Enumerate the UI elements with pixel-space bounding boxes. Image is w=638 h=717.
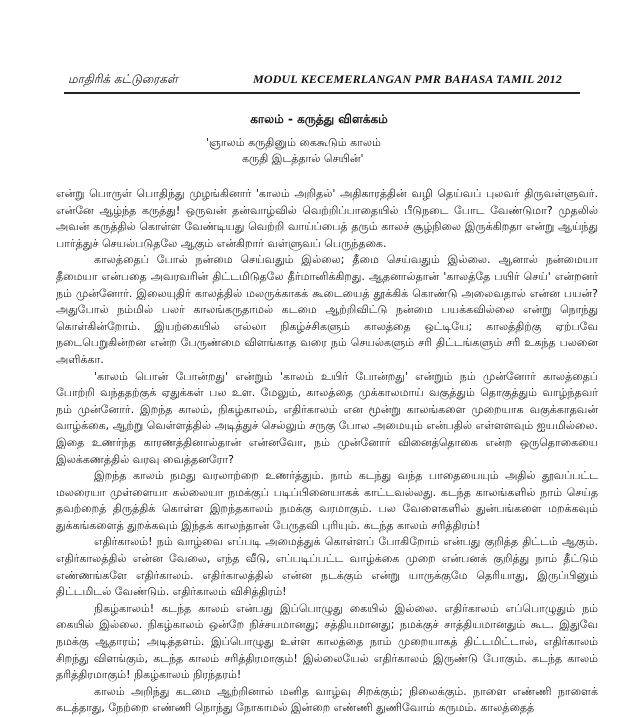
paragraph: எதிர்காலம்! நம் வாழ்வை எப்படி அமைத்துக் கொள்ளப் போகிறோம் என்பது குறித்த திட்டம் ஆகும். எதிர்காலத்தில் என்ன வேலை, எந்த வீடு, எப்படிப்பட்ட வாழ்க்கை முறை என்பனக் குறித்து நாம் தீட்டும் எண்ணங்களே எதிர்காலம். எதிர்காலத்தில் என்ன நடக்கும் என்று யாருக்குமே தெரியாது, இருப்பினும் திட்டமிடல் வேண்டும். எதிர்காலம் விசித்திரம்!	[56, 535, 598, 599]
header-right-title: MODUL KECEMERLANGAN PMR BAHASA TAMIL 2012	[252, 72, 562, 86]
paragraph: காலம் அறிந்து கடமை ஆற்றினால் மனித வாழ்வு சிறக்கும்; நிலைக்கும். நாளை எண்ணி நாளைக் கடத்தாது, நேற்றை எண்ணி நொந்து நோகாமல் இன்றை எண்ணி துணிவோம் கருமம். காலத்தைத்	[56, 684, 598, 715]
verse-line-1: 'ஞாலம் கருதினும் கைகூடும் காலம்	[206, 136, 381, 149]
paragraph: 'காலம் பொன் போன்றது' என்றும் 'காலம் உயிர் போன்றது' என்றும் நம் முன்னோர் காலத்தைப் போற்றி வந்ததற்குக் ஏதுக்கள் பல உள. மேலும், காலத்தை முக்காலமாய் வகுத்தும் தொகுத்தும் வாழ்ந்தவர் நம் முன்னோர். இறந்த காலம், நிகழ்காலம், எதிர்காலம் என மூன்று காலங்களை முறையாக வகுக்காதவன் வாழ்க்கை, ஆற்று வெள்ளத்தில் அடித்துச் செல்லும் சருகு போல அமையும் என்பதில் எள்ளளவும் ஐயமில்லை. இதை உணர்ந்த காரணத்தினால்தான் என்னவோ, நம் முன்னோர் வினைத்தொகை என்ற ஒருதொகையை இலக்கணத்தில் வரவு வைத்தனரோ?	[56, 369, 598, 466]
essay-title: காலம் - கருத்து விளக்கம்	[250, 112, 388, 126]
header-left-title: மாதிரிக் கட்டுரைகள்	[68, 72, 178, 86]
paragraph: காலத்தைப் போல் நன்மை செய்வதும் இல்லை; தீமை செய்வதும் இல்லை. ஆனால் நன்மையா தீமையா என்பதை அவரவரின் திட்டமிடுதலே தீர்மானிக்கிறது. ஆதனால்தான் 'காலத்தே பயிர் செய்' என்றனர் நம் முன்னோர். இலையுதிர் காலத்தில் மலருக்காகக் கூடையைத் தூக்கிக் கொண்டு அலைவதால் என்ன பயன்? அதுபோல் நம்மில் பலர் காலங்கருதாமல் கடமை ஆற்றிவிட்டு நன்மை பயக்கவில்லை என்று நொந்து கொள்கின்றோம். இயற்கையில் எல்லா நிகழ்ச்சிகளும் காலத்தை ஒட்டியே; காலத்திற்கு ஏற்பவே நடைபெறுகின்றன என்ற பேருண்மை விளங்காத வரை நம் செயல்களும் சரி திட்டங்களும் சரி உகந்த பலனை அளிக்கா.	[56, 253, 598, 366]
paragraph: இறந்த காலம் நமது வரலாற்றை உணர்த்தும். நாம் கடந்து வந்த பாதையையும் அதில் தூவப்பட்ட மலரையா முள்ளையா கல்லையா நமக்குப் படிப்பினையாகக் காட்டவல்லது. கடந்த காலங்களில் நாம் செய்த தவற்றைத் திருத்திக் கொள்ள இறந்தகாலம் நமக்கு வரமாகும். பல வேளைகளில் துன்பங்களை மறக்கவும் துக்கங்களைத் துறக்கவும் இந்தக் காலந்தான் பேருதவி புரியும். கடந்த காலம் சரித்திரம்!	[56, 469, 598, 532]
paragraph: என்று பொருள் பொதிந்து முழங்கினார் 'காலம் அறிதல்' அதிகாரத்தின் வழி தெய்வப் புலவர் திருவள்ளுவர். என்னே ஆழ்ந்த கருத்து! ஒருவன் தன்வாழ்வில் வெற்றிப்பாதையில் பீடுநடை போட வேண்டுமா? முதலில் அவன் கருத்தில் கொள்ள வேண்டியது வெற்றி வாய்ப்பைத் தரும் காலச் சூழ்நிலை இருக்கிறதா என்று ஆய்ந்து பார்த்துச் செயல்படுதலே ஆகும் என்கிறார் வள்ளுவப் பெருந்தகை.	[56, 187, 598, 250]
page-header	[64, 72, 580, 94]
essay-body	[56, 186, 598, 717]
paragraph: நிகழ்காலம்! கடந்த காலம் என்பது இப்பொழுது கையில் இல்லை. எதிர்காலம் எப்பொழுதும் நம் கையில் இல்லை. நிகழ்காலம் ஒன்றே நிச்சயமானது; சத்தியமானது; நமக்குச் சாத்தியமானதும் கூட. இதுவே நமக்கு ஆதாரம்; அடித்தளம். இப்பொழுது உள்ள காலத்தை நாம் முறையாகத் திட்டமிட்டால், எதிர்காலம் சிறந்து விளங்கும், கடந்த காலம் சரித்திரமாகும்! இல்லையேல் எதிர்காலம் இருண்டு போகும். கடந்த காலம் தரித்திரமாகும்! நிகழ்காலம் நிரந்தரம்!	[56, 601, 598, 682]
verse-line-2: கருதி இடத்தால் செயின்'	[242, 152, 364, 165]
